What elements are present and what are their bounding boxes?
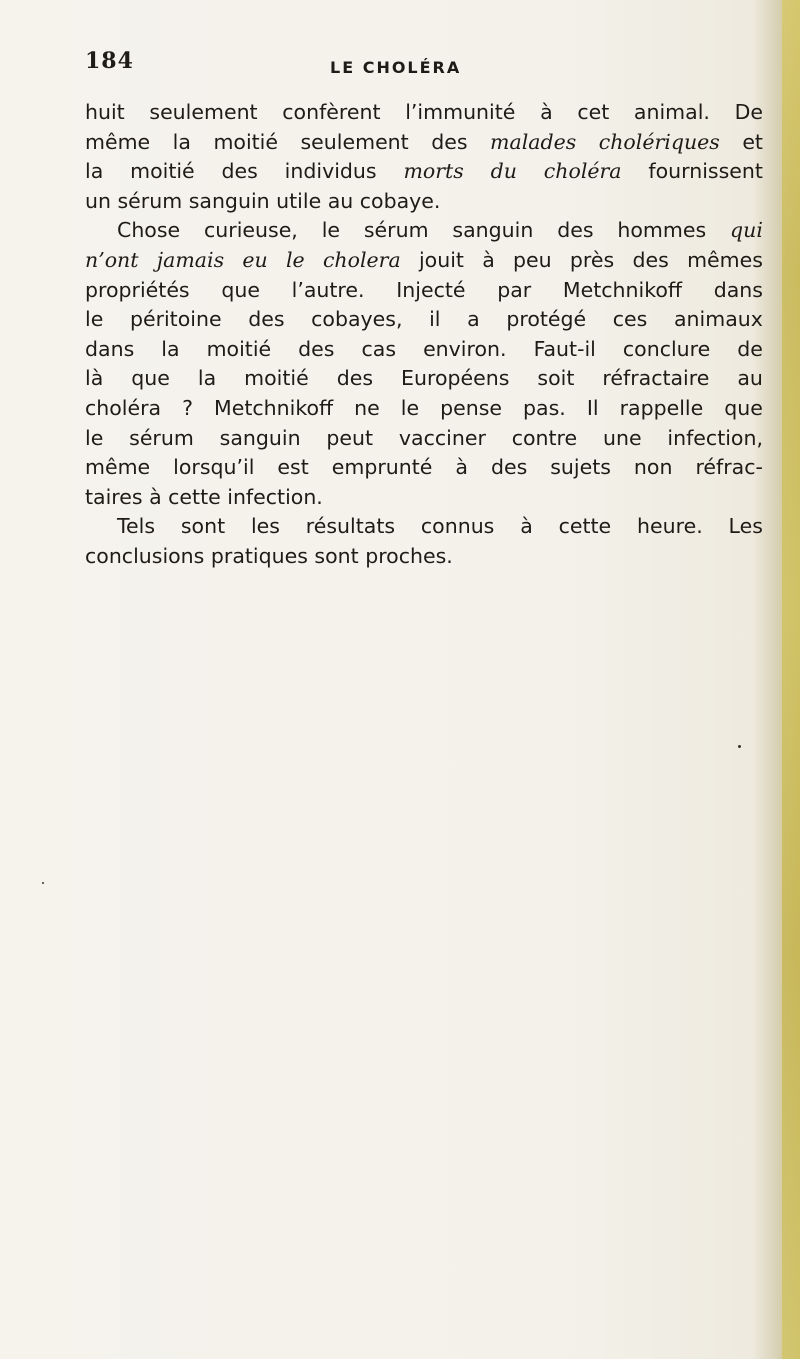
text-run: taires à cette infection. bbox=[85, 484, 323, 509]
word: connus bbox=[420, 514, 495, 539]
word: à bbox=[520, 514, 533, 539]
word: réfractaire bbox=[602, 366, 710, 391]
word: propriétés bbox=[85, 277, 190, 302]
word: non bbox=[633, 455, 673, 480]
word: animal. bbox=[633, 100, 710, 124]
text-line bbox=[85, 216, 763, 246]
word: infection, bbox=[667, 425, 763, 450]
word: vacciner bbox=[398, 425, 486, 450]
word: soit bbox=[537, 366, 575, 391]
page-number: 184 bbox=[85, 48, 134, 74]
word: pense bbox=[440, 395, 503, 420]
word: malades bbox=[490, 129, 577, 154]
word: la bbox=[85, 159, 104, 184]
text-line bbox=[85, 276, 763, 306]
word: n’ont bbox=[85, 247, 139, 272]
word: moitié bbox=[206, 336, 272, 361]
text-line bbox=[85, 246, 763, 276]
word: cobayes, bbox=[311, 307, 403, 332]
word: le bbox=[85, 425, 104, 450]
word: sujets bbox=[550, 455, 611, 480]
word: la bbox=[172, 129, 191, 154]
word: peut bbox=[326, 425, 374, 450]
word: moitié bbox=[213, 129, 278, 154]
word: et bbox=[742, 129, 763, 154]
word: Injecté bbox=[396, 277, 466, 302]
word: à bbox=[455, 455, 468, 480]
word: près bbox=[569, 247, 615, 272]
word: Faut-il bbox=[533, 336, 596, 361]
word: résultats bbox=[305, 514, 396, 539]
text-line bbox=[85, 394, 763, 424]
word: seulement bbox=[149, 100, 258, 124]
word: seulement bbox=[300, 129, 409, 154]
word: lorsqu’il bbox=[173, 455, 255, 480]
word: cholériques bbox=[598, 129, 720, 154]
word: curieuse, bbox=[204, 218, 298, 243]
word: à bbox=[482, 247, 495, 272]
word: morts bbox=[403, 159, 464, 184]
word: l’immunité bbox=[405, 100, 516, 124]
text-run: un sérum sanguin utile au cobaye. bbox=[85, 188, 441, 213]
text-run: conclusions pratiques sont proches. bbox=[85, 543, 453, 568]
text-line bbox=[85, 187, 763, 217]
word: des bbox=[298, 336, 335, 361]
word: cet bbox=[577, 100, 610, 124]
word: des bbox=[431, 129, 468, 154]
word: des bbox=[490, 455, 528, 480]
word: des bbox=[632, 247, 669, 272]
word: conclure bbox=[622, 336, 711, 361]
text-line bbox=[85, 157, 763, 187]
word: du bbox=[490, 159, 517, 184]
word: protégé bbox=[506, 307, 587, 332]
word: Metchnikoff bbox=[562, 277, 683, 302]
word: des bbox=[248, 307, 285, 332]
word: Il bbox=[586, 395, 599, 420]
word: dans bbox=[85, 336, 135, 361]
word: animaux bbox=[673, 307, 763, 332]
word: au bbox=[737, 366, 763, 391]
word: le bbox=[285, 247, 305, 272]
word: la bbox=[161, 336, 180, 361]
page-header bbox=[0, 48, 800, 82]
body-text bbox=[85, 98, 763, 572]
word: ces bbox=[612, 307, 648, 332]
word: dans bbox=[713, 277, 763, 302]
word: par bbox=[497, 277, 532, 302]
running-title: LE CHOLÉRA bbox=[330, 58, 462, 77]
word: sérum bbox=[363, 218, 429, 243]
word: ne bbox=[354, 395, 380, 420]
word: a bbox=[467, 307, 480, 332]
word: Les bbox=[728, 514, 763, 539]
word: le bbox=[321, 218, 340, 243]
text-line bbox=[85, 335, 763, 365]
word: le bbox=[400, 395, 420, 420]
word: choléra bbox=[543, 159, 622, 184]
word: des bbox=[221, 159, 258, 184]
word: rappelle bbox=[619, 395, 704, 420]
word: mêmes bbox=[687, 247, 763, 272]
word: là bbox=[85, 366, 104, 391]
page-edge bbox=[782, 0, 800, 1359]
text-line bbox=[85, 364, 763, 394]
word: Tels bbox=[117, 514, 156, 539]
word: sont bbox=[180, 514, 226, 539]
word: hommes bbox=[617, 218, 707, 243]
word: sérum bbox=[129, 425, 194, 450]
word: Chose bbox=[117, 218, 181, 243]
word: que bbox=[221, 277, 260, 302]
word: même bbox=[85, 455, 151, 480]
word: fournissent bbox=[648, 159, 763, 184]
word: ? bbox=[182, 395, 194, 420]
word: moitié bbox=[244, 366, 309, 391]
word: les bbox=[250, 514, 280, 539]
word: environ. bbox=[423, 336, 507, 361]
word: individus bbox=[284, 159, 377, 184]
word: que bbox=[131, 366, 170, 391]
text-line bbox=[85, 453, 763, 483]
word: sanguin bbox=[452, 218, 534, 243]
word: péritoine bbox=[129, 307, 222, 332]
word: cette bbox=[558, 514, 612, 539]
word: une bbox=[602, 425, 642, 450]
word: est bbox=[277, 455, 309, 480]
word: pas. bbox=[523, 395, 566, 420]
word: heure. bbox=[637, 514, 703, 539]
text-line bbox=[85, 128, 763, 158]
word: Metchnikoff bbox=[214, 395, 334, 420]
word: l’autre. bbox=[291, 277, 365, 302]
word: cholera bbox=[322, 247, 401, 272]
word: des bbox=[557, 218, 594, 243]
text-line bbox=[85, 305, 763, 335]
text-line bbox=[85, 542, 763, 572]
word: eu bbox=[242, 247, 268, 272]
word: à bbox=[540, 100, 553, 124]
word: moitié bbox=[130, 159, 195, 184]
word: contre bbox=[511, 425, 578, 450]
word: de bbox=[737, 336, 763, 361]
word: que bbox=[724, 395, 763, 420]
word: jamais bbox=[156, 247, 225, 272]
word: peu bbox=[513, 247, 552, 272]
word: Européens bbox=[401, 366, 510, 391]
text-line bbox=[85, 98, 763, 128]
word: la bbox=[197, 366, 217, 391]
word: il bbox=[429, 307, 441, 332]
text-line bbox=[85, 424, 763, 454]
word: choléra bbox=[85, 395, 162, 420]
word: sanguin bbox=[219, 425, 301, 450]
word: De bbox=[734, 100, 763, 124]
word: qui bbox=[730, 218, 763, 243]
text-line bbox=[85, 483, 763, 513]
word: des bbox=[336, 366, 374, 391]
word: même bbox=[85, 129, 151, 154]
word: réfrac- bbox=[695, 455, 763, 480]
word: confèrent bbox=[282, 100, 381, 124]
word: jouit bbox=[418, 247, 464, 272]
text-line bbox=[85, 512, 763, 542]
word: huit bbox=[85, 100, 125, 124]
word: le bbox=[85, 307, 104, 332]
word: cas bbox=[361, 336, 397, 361]
paper-speck bbox=[738, 745, 741, 748]
paper-speck bbox=[42, 882, 44, 884]
word: emprunté bbox=[331, 455, 433, 480]
